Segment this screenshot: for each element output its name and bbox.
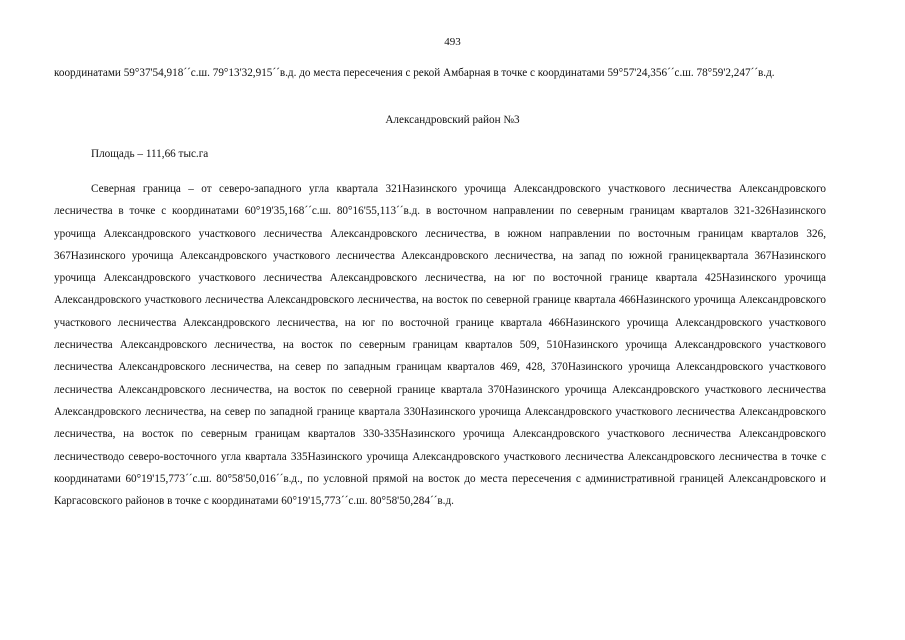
section-heading: Александровский район №3 [385,114,520,126]
area-line: Площадь – 111,66 тыс.га [91,148,209,160]
page-number: 493 [444,36,461,48]
intro-paragraph: координатами 59°37'54,918´´с.ш. 79°13'32,915´´в.д. до места пересечения с рекой Амбарная в точке с координатами 59°57'24,356´´с.ш. 78°59'2,247´´в.д. [54,67,775,79]
north-border-paragraph: Северная граница – от северо-западного угла квартала 321Назинского урочища Александровского участкового лесничества Александровского лесничества в точке с координатами 60°19'35,168´´с.ш. 80°16'55,113´´в.д. в восточном направлении по северным границам кварталов 321-326Назинского урочища Александровского участкового лесничества Александровского лесничества, в южном направлении по восточным границам кварталов 326, 367Назинского урочища Александровского участкового лесничества Александровского лесничества, на запад по южной границеквартала 367Назинского урочища Александровского участкового лесничества Александровского лесничества, на юг по восточной границе квартала 425Назинского урочища Александровского участкового лесничества Александровского лесничества, на восток по северной границе квартала 466Назинского урочища Александровского участкового лесничества Александровского лесничества, на юг по восточной границе квартала 466Назинского урочища Александровского участкового лесничества Александровского лесничества, на восток по северным границам кварталов 509, 510Назинского урочища Александровского участкового лесничества Александровского лесничества, на север по западным границам кварталов 469, 428, 370Назинского урочища Александровского участкового лесничества Александровского лесничества, на восток по северной границе квартала 370Назинского урочища Александровского участкового лесничества Александровского лесничества, на север по западной границе квартала 330Назинского урочища Александровского участкового лесничества Александровского лесничества, на восток по северным границам кварталов 330-335Назинского урочища Александровского участкового лесничества Александровского лесничестводо северо-восточного угла квартала 335Назинского урочища Александровского участкового лесничества Александровского лесничества в точке с координатами 60°19'15,773´´с.ш. 80°58'50,016´´в.д., по условной прямой на восток до места пересечения с административной границей Александровского и Каргасовского районов в точке с координатами 60°19'15,773´´с.ш. 80°58'50,284´´в.д. [54,183,826,508]
